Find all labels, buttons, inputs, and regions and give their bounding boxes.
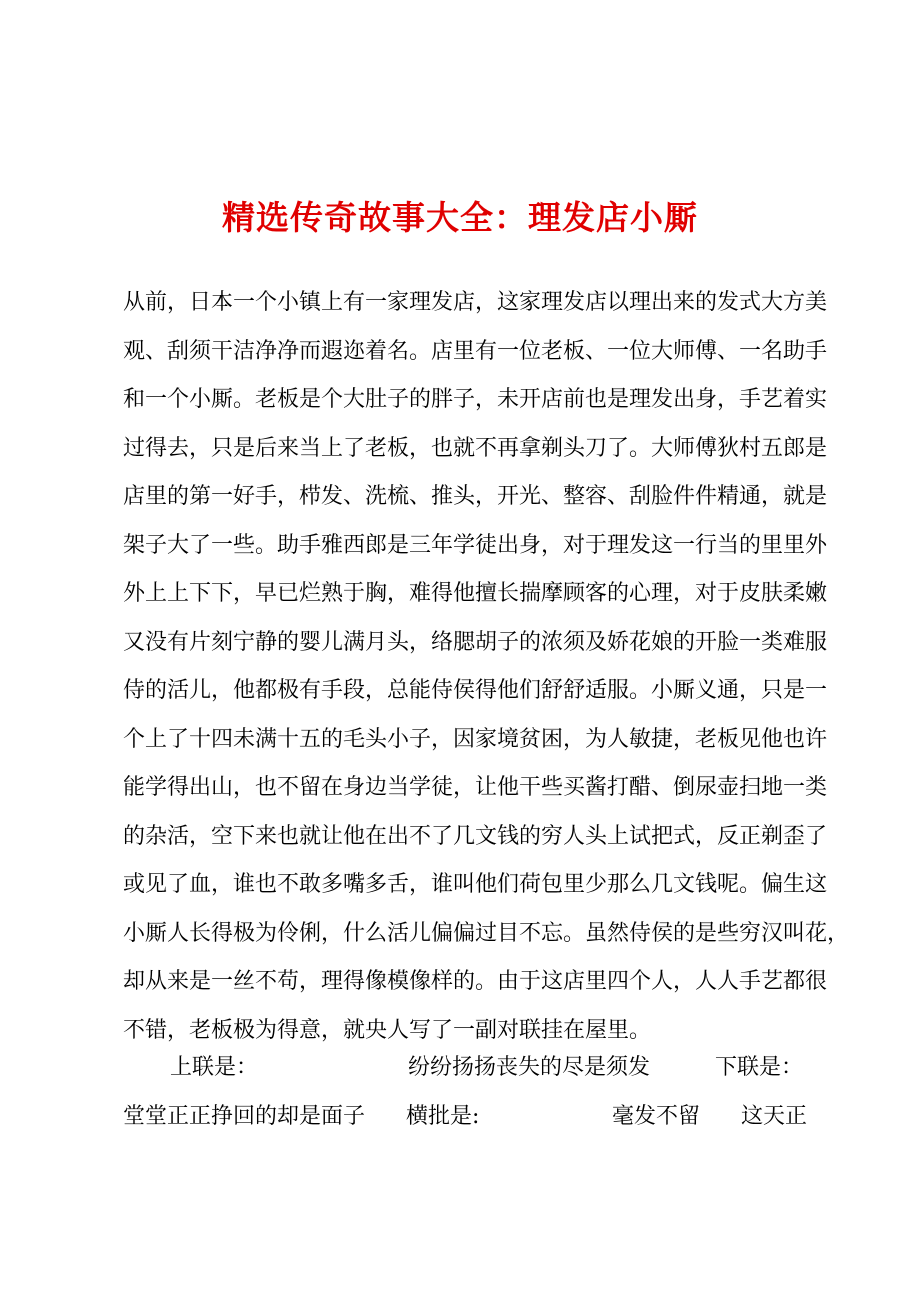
paragraph-line: 外上上下下，早已烂熟于胸，难得他擅长揣摩顾客的心理，对于皮肤柔嫩 (123, 581, 828, 606)
paragraph-line: 却从来是一丝不苟，理得像模像样的。由于这店里四个人，人人手艺都很 (123, 969, 828, 994)
paragraph-line: 侍的活儿，他都极有手段，总能侍侯得他们舒舒适服。小厮义通，只是一 (123, 678, 828, 703)
paragraph-line: 又没有片刻宁静的婴儿满月头，络腮胡子的浓须及娇花娘的开脸一类难服 (123, 629, 828, 655)
couplet-upper-label: 上联是： (170, 1055, 259, 1080)
paragraph-line: 的杂活，空下来也就让他在出不了几文钱的穷人头上试把式，反正剃歪了 (123, 823, 828, 849)
couplet-lower-label: 下联是： (715, 1055, 804, 1080)
paragraph-line: 不错，老板极为得意，就央人写了一副对联挂在屋里。 (123, 1017, 652, 1043)
couplet-horizontal-text: 毫发不留 (612, 1104, 701, 1129)
story-paragraph (123, 279, 850, 1055)
paragraph-line: 小厮人长得极为伶俐，什么活儿偏偏过目不忘。虽然侍侯的是些穷汉叫花， (123, 920, 850, 946)
paragraph-line: 观、刮须干洁净净而遐迩着名。店里有一位老板、一位大师傅、一名助手 (123, 338, 828, 364)
paragraph-line: 或见了血，谁也不敢多嘴多舌，谁叫他们荷包里少那么几文钱呢。偏生这 (123, 872, 828, 897)
paragraph-line: 个上了十四未满十五的毛头小子，因家境贫困，为人敏捷，老板见他也许 (123, 726, 828, 752)
paragraph-line: 能学得出山，也不留在身边当学徒，让他干些买酱打醋、倒尿壶扫地一类 (123, 775, 828, 800)
paragraph-line: 从前，日本一个小镇上有一家理发店，这家理发店以理出来的发式大方美 (123, 290, 828, 315)
couplet-lower-text: 堂堂正正挣回的却是面子 (123, 1104, 366, 1129)
paragraph-line: 和一个小厮。老板是个大肚子的胖子，未开店前也是理发出身，手艺着实 (123, 387, 828, 412)
paragraph-line: 架子大了一些。助手雅西郎是三年学徒出身，对于理发这一行当的里里外 (123, 532, 828, 558)
page-title: 精选传奇故事大全：理发店小厮 (222, 198, 698, 237)
couplet-upper-text: 纷纷扬扬丧失的尽是须发 (408, 1055, 651, 1080)
couplet-horizontal-label: 横批是: (406, 1104, 480, 1129)
paragraph-line: 过得去，只是后来当上了老板，也就不再拿剃头刀了。大师傅狄村五郎是 (123, 435, 828, 461)
trailing-text: 这天正 (741, 1104, 808, 1129)
paragraph-line: 店里的第一好手，栉发、洗梳、推头，开光、整容、刮脸件件精通，就是 (123, 484, 828, 509)
